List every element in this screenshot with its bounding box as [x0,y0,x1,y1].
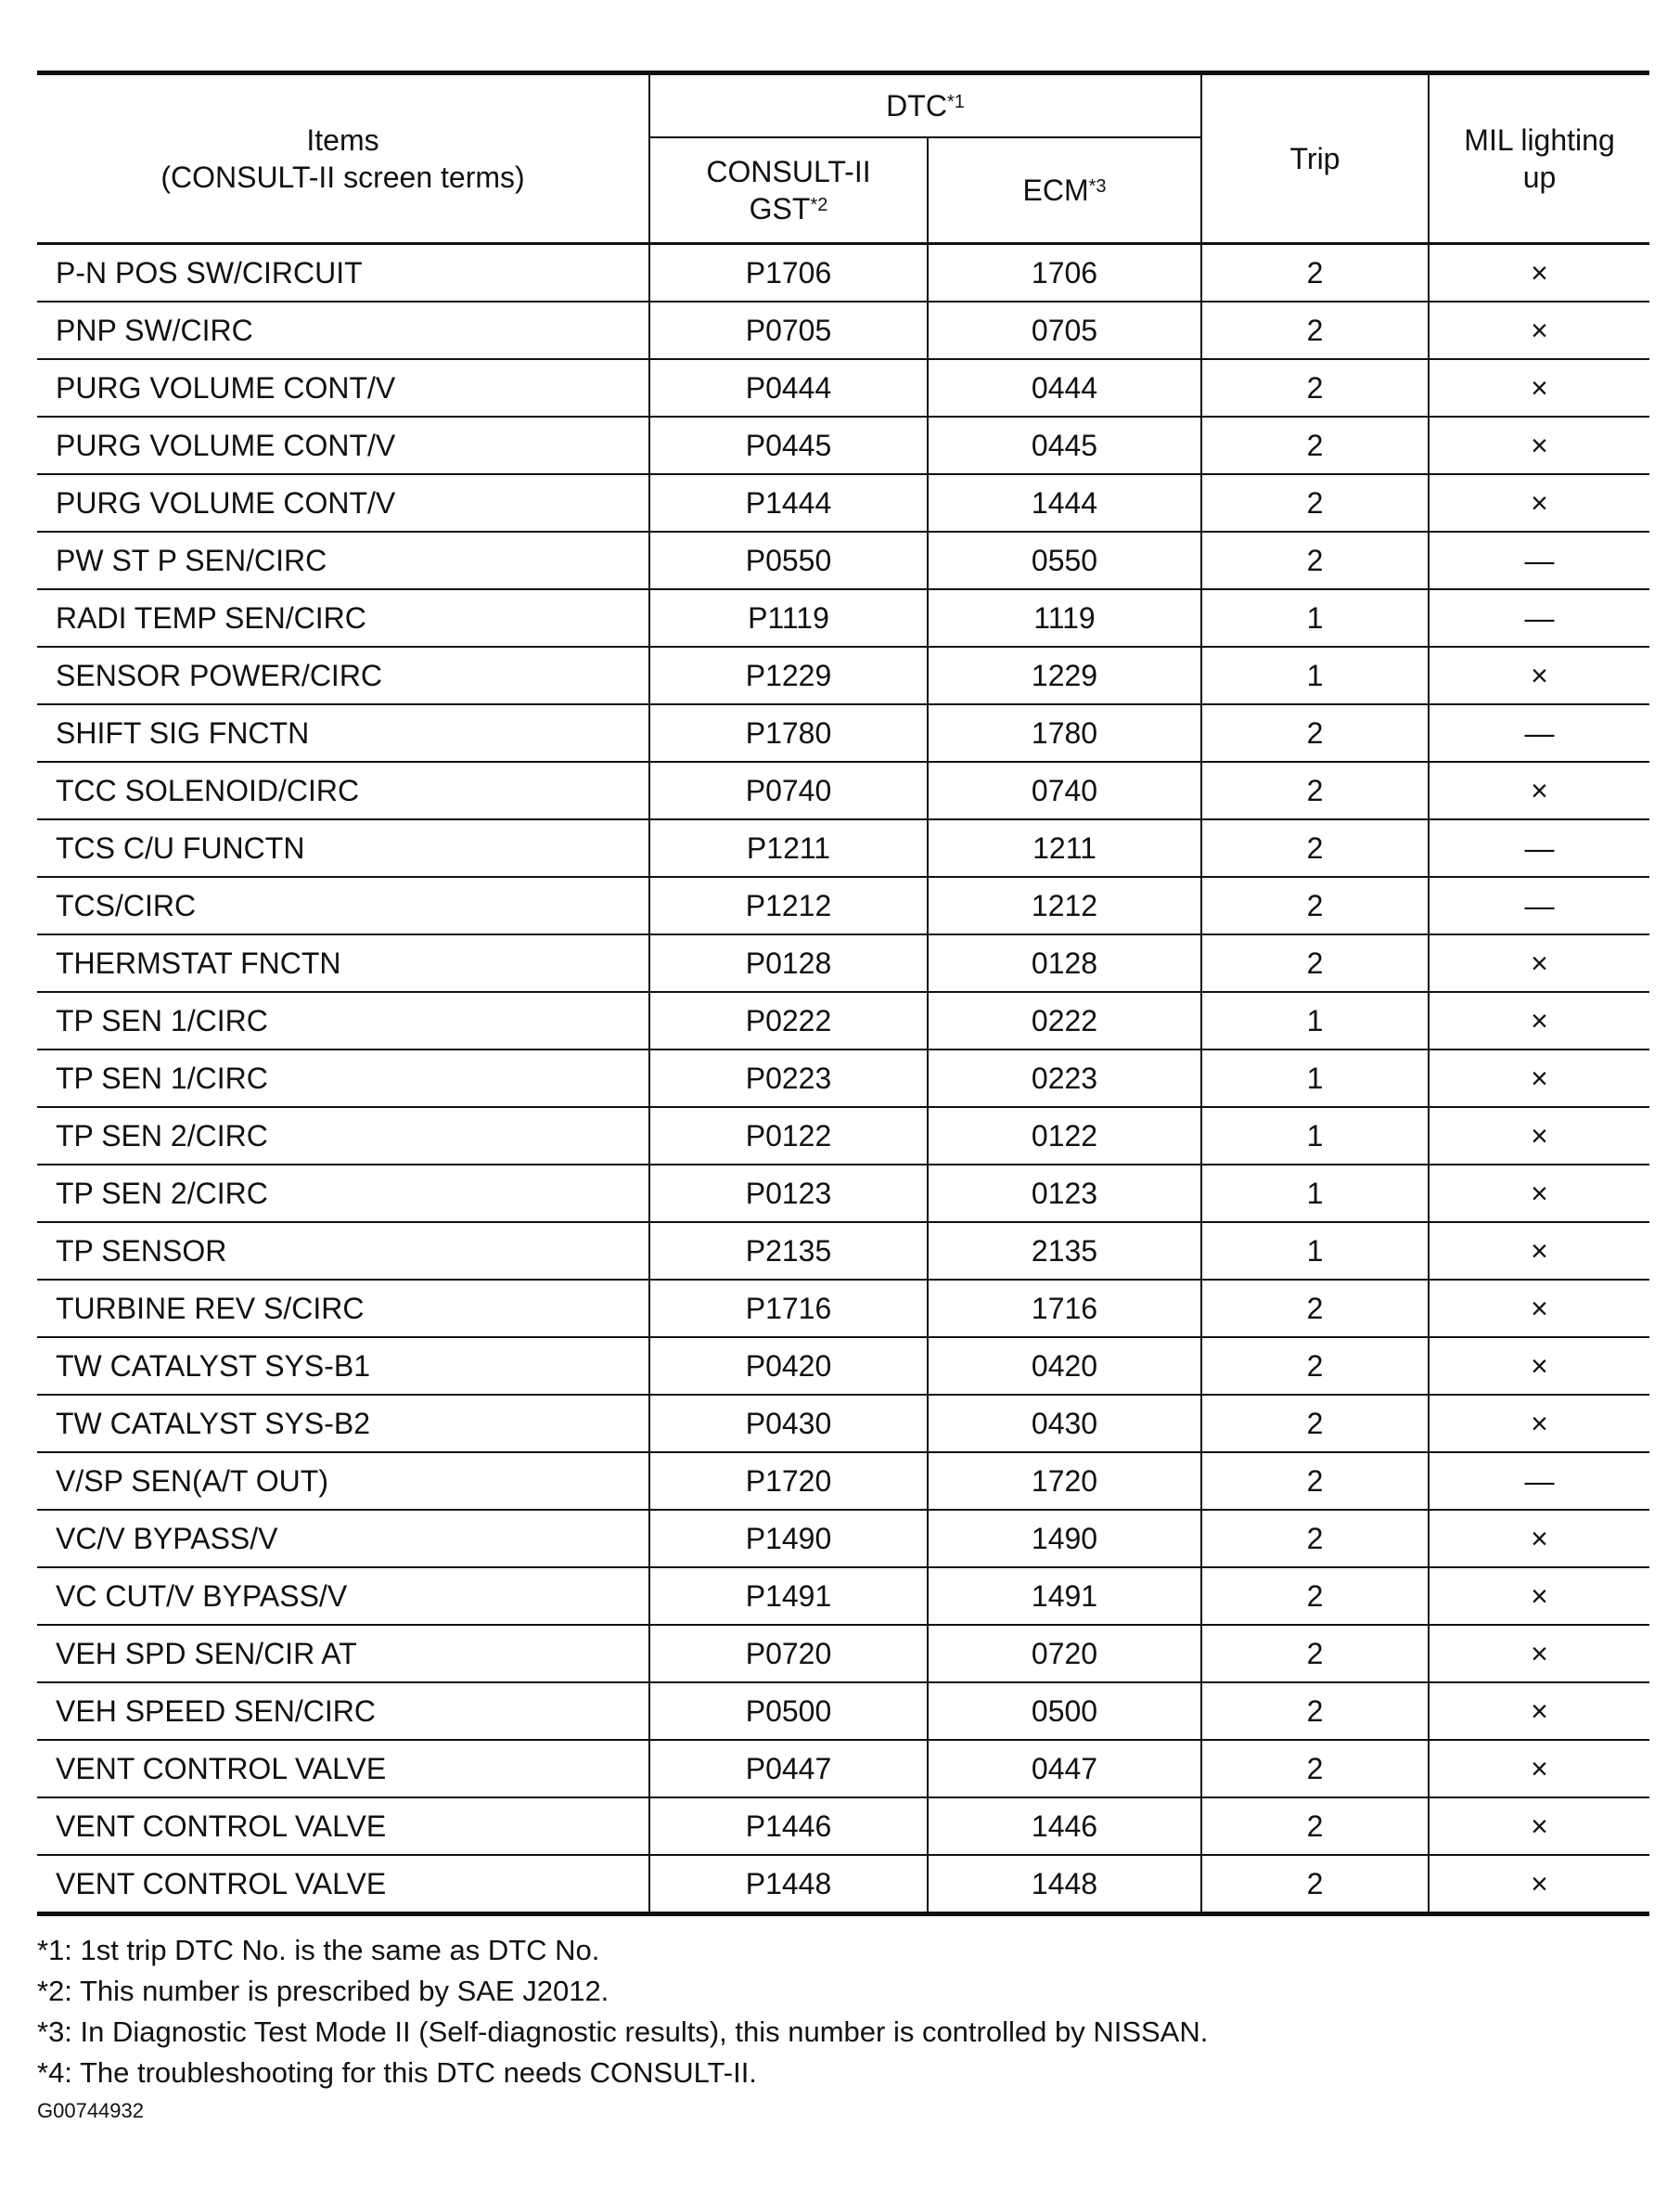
figure-id: G00744932 [37,2099,144,2122]
item-cell: TW CATALYST SYS-B1 [37,1337,649,1395]
mil-lighting-cell: × [1429,1107,1649,1165]
consult-gst-cell: P0222 [649,992,928,1049]
table-row [37,819,1649,877]
consult-gst-cell: P1706 [649,244,928,303]
ecm-cell: 1446 [928,1797,1201,1855]
ecm-cell: 0430 [928,1395,1201,1452]
item-cell: P-N POS SW/CIRCUIT [37,244,649,303]
trip-cell: 1 [1201,1165,1429,1222]
table-row [37,1337,1649,1395]
ecm-cell: 0705 [928,302,1201,359]
trip-cell: 1 [1201,992,1429,1049]
ecm-cell: 1491 [928,1567,1201,1625]
table-row [37,302,1649,359]
table-row [37,934,1649,992]
trip-cell: 2 [1201,1740,1429,1797]
item-cell: PURG VOLUME CONT/V [37,474,649,532]
mil-lighting-cell: × [1429,1740,1649,1797]
item-cell: VEH SPEED SEN/CIRC [37,1682,649,1740]
item-cell: TP SEN 1/CIRC [37,992,649,1049]
consult-gst-cell: P1491 [649,1567,928,1625]
item-cell: THERMSTAT FNCTN [37,934,649,992]
ecm-cell: 0720 [928,1625,1201,1682]
consult-gst-cell: P0447 [649,1740,928,1797]
trip-cell: 2 [1201,244,1429,303]
item-cell: VENT CONTROL VALVE [37,1855,649,1914]
mil-lighting-cell: × [1429,1280,1649,1337]
trip-cell: 2 [1201,1337,1429,1395]
trip-cell: 1 [1201,1222,1429,1280]
consult-gst-cell: P0740 [649,762,928,819]
trip-cell: 1 [1201,1107,1429,1165]
ecm-cell: 1212 [928,877,1201,934]
mil-lighting-cell: × [1429,934,1649,992]
trip-cell: 2 [1201,1510,1429,1567]
mil-lighting-cell: × [1429,1797,1649,1855]
ecm-cell: 1720 [928,1452,1201,1510]
table-row [37,1510,1649,1567]
mil-lighting-cell: × [1429,359,1649,417]
mil-lighting-cell: × [1429,302,1649,359]
table-header [37,73,1649,244]
trip-cell: 2 [1201,302,1429,359]
ecm-cell: 1490 [928,1510,1201,1567]
mil-lighting-cell: — [1429,589,1649,647]
consult-gst-cell: P0420 [649,1337,928,1395]
consult-gst-cell: P0122 [649,1107,928,1165]
table-row [37,647,1649,704]
ecm-cell: 2135 [928,1222,1201,1280]
ecm-cell: 0740 [928,762,1201,819]
mil-lighting-cell: — [1429,1452,1649,1510]
consult-gst-column-header: CONSULT-II GST$^{*2}$ [649,137,928,244]
table-row [37,762,1649,819]
consult-gst-cell: P1211 [649,819,928,877]
consult-gst-cell: P1780 [649,704,928,762]
item-cell: TP SEN 1/CIRC [37,1049,649,1107]
ecm-cell: 0128 [928,934,1201,992]
mil-lighting-cell: × [1429,762,1649,819]
trip-cell: 2 [1201,1280,1429,1337]
table-row [37,532,1649,589]
table-row [37,1280,1649,1337]
table-row [37,704,1649,762]
item-cell: TURBINE REV S/CIRC [37,1280,649,1337]
trip-cell: 2 [1201,359,1429,417]
footnote-4: *4: The troubleshooting for this DTC needs CONSULT-II. [37,2056,757,2089]
mil-lighting-cell: × [1429,1049,1649,1107]
trip-cell: 2 [1201,1682,1429,1740]
consult-gst-cell: P0550 [649,532,928,589]
item-cell: RADI TEMP SEN/CIRC [37,589,649,647]
ecm-cell: 0420 [928,1337,1201,1395]
item-cell: TCS/CIRC [37,877,649,934]
consult-gst-cell: P1716 [649,1280,928,1337]
table-row [37,244,1649,303]
mil-lighting-cell: × [1429,992,1649,1049]
consult-gst-cell: P0128 [649,934,928,992]
ecm-cell: 1706 [928,244,1201,303]
table-body [37,244,1649,1914]
mil-lighting-cell: × [1429,1567,1649,1625]
trip-cell: 2 [1201,1567,1429,1625]
table-row [37,474,1649,532]
consult-gst-cell: P1720 [649,1452,928,1510]
trip-cell: 2 [1201,1855,1429,1914]
table-row [37,417,1649,474]
item-cell: VENT CONTROL VALVE [37,1797,649,1855]
ecm-cell: 0550 [928,532,1201,589]
table-row [37,992,1649,1049]
ecm-cell: 0445 [928,417,1201,474]
dtc-table [37,71,1649,1916]
ecm-column-header: ECM$^{*3}$ [928,137,1201,244]
table-row [37,1855,1649,1914]
consult-gst-cell: P1119 [649,589,928,647]
item-cell: TCC SOLENOID/CIRC [37,762,649,819]
ecm-cell: 0123 [928,1165,1201,1222]
consult-gst-cell: P0720 [649,1625,928,1682]
table-row [37,589,1649,647]
ecm-cell: 0222 [928,992,1201,1049]
trip-cell: 1 [1201,589,1429,647]
table-row [37,1165,1649,1222]
dtc-column-header: DTC$^{*1}$ [649,73,1201,138]
table-row [37,1740,1649,1797]
mil-lighting-cell: × [1429,1625,1649,1682]
item-cell: PNP SW/CIRC [37,302,649,359]
dtc-table-container [37,71,1649,1916]
consult-gst-cell: P1212 [649,877,928,934]
item-cell: VC/V BYPASS/V [37,1510,649,1567]
mil-column-header: MIL lighting up [1429,73,1649,244]
item-cell: SENSOR POWER/CIRC [37,647,649,704]
item-cell: VEH SPD SEN/CIR AT [37,1625,649,1682]
item-cell: TW CATALYST SYS-B2 [37,1395,649,1452]
trip-cell: 1 [1201,1049,1429,1107]
trip-cell: 2 [1201,704,1429,762]
mil-lighting-cell: — [1429,877,1649,934]
ecm-cell: 0500 [928,1682,1201,1740]
mil-lighting-cell: — [1429,532,1649,589]
trip-column-header: Trip [1201,73,1429,244]
ecm-cell: 1716 [928,1280,1201,1337]
ecm-cell: 1780 [928,704,1201,762]
ecm-cell: 0444 [928,359,1201,417]
mil-lighting-cell: × [1429,1855,1649,1914]
consult-gst-cell: P2135 [649,1222,928,1280]
mil-lighting-cell: × [1429,1337,1649,1395]
table-row [37,1395,1649,1452]
item-cell: PURG VOLUME CONT/V [37,417,649,474]
trip-cell: 2 [1201,934,1429,992]
item-cell: TP SENSOR [37,1222,649,1280]
item-cell: TP SEN 2/CIRC [37,1165,649,1222]
ecm-cell: 1444 [928,474,1201,532]
table-row [37,1452,1649,1510]
mil-lighting-cell: — [1429,704,1649,762]
trip-cell: 2 [1201,417,1429,474]
ecm-cell: 1448 [928,1855,1201,1914]
ecm-cell: 1119 [928,589,1201,647]
table-row [37,359,1649,417]
trip-cell: 2 [1201,819,1429,877]
ecm-cell: 1211 [928,819,1201,877]
trip-cell: 2 [1201,474,1429,532]
table-row [37,1625,1649,1682]
consult-gst-cell: P0223 [649,1049,928,1107]
footnotes [37,1930,1208,2093]
consult-gst-cell: P0445 [649,417,928,474]
ecm-cell: 1229 [928,647,1201,704]
mil-lighting-cell: × [1429,1165,1649,1222]
item-cell: TCS C/U FUNCTN [37,819,649,877]
trip-cell: 2 [1201,762,1429,819]
consult-gst-cell: P0123 [649,1165,928,1222]
mil-lighting-cell: × [1429,1395,1649,1452]
footnote-2: *2: This number is prescribed by SAE J2012. [37,1975,609,2007]
table-row [37,1797,1649,1855]
item-cell: TP SEN 2/CIRC [37,1107,649,1165]
trip-cell: 2 [1201,1797,1429,1855]
trip-cell: 2 [1201,1452,1429,1510]
consult-gst-cell: P1229 [649,647,928,704]
consult-gst-cell: P1446 [649,1797,928,1855]
footnote-1: *1: 1st trip DTC No. is the same as DTC No. [37,1934,600,1966]
footnote-3: *3: In Diagnostic Test Mode II (Self-diagnostic results), this number is controlled by NISSAN. [37,2015,1209,2048]
table-row [37,1107,1649,1165]
item-cell: VENT CONTROL VALVE [37,1740,649,1797]
mil-lighting-cell: × [1429,474,1649,532]
mil-lighting-cell: × [1429,1510,1649,1567]
mil-lighting-cell: × [1429,1222,1649,1280]
trip-cell: 2 [1201,1625,1429,1682]
mil-lighting-cell: × [1429,244,1649,303]
item-cell: SHIFT SIG FNCTN [37,704,649,762]
consult-gst-cell: P1490 [649,1510,928,1567]
consult-gst-cell: P0430 [649,1395,928,1452]
mil-lighting-cell: — [1429,819,1649,877]
table-row [37,1049,1649,1107]
mil-lighting-cell: × [1429,1682,1649,1740]
item-cell: VC CUT/V BYPASS/V [37,1567,649,1625]
item-cell: V/SP SEN(A/T OUT) [37,1452,649,1510]
trip-cell: 2 [1201,532,1429,589]
ecm-cell: 0447 [928,1740,1201,1797]
table-row [37,1567,1649,1625]
item-cell: PW ST P SEN/CIRC [37,532,649,589]
item-cell: PURG VOLUME CONT/V [37,359,649,417]
ecm-cell: 0122 [928,1107,1201,1165]
trip-cell: 2 [1201,1395,1429,1452]
consult-gst-cell: P0705 [649,302,928,359]
consult-gst-cell: P1444 [649,474,928,532]
table-row [37,877,1649,934]
consult-gst-cell: P0500 [649,1682,928,1740]
consult-gst-cell: P1448 [649,1855,928,1914]
trip-cell: 2 [1201,877,1429,934]
ecm-cell: 0223 [928,1049,1201,1107]
trip-cell: 1 [1201,647,1429,704]
mil-lighting-cell: × [1429,647,1649,704]
consult-gst-cell: P0444 [649,359,928,417]
mil-lighting-cell: × [1429,417,1649,474]
table-row [37,1222,1649,1280]
table-row [37,1682,1649,1740]
items-column-header: Items (CONSULT-II screen terms) [37,73,649,244]
